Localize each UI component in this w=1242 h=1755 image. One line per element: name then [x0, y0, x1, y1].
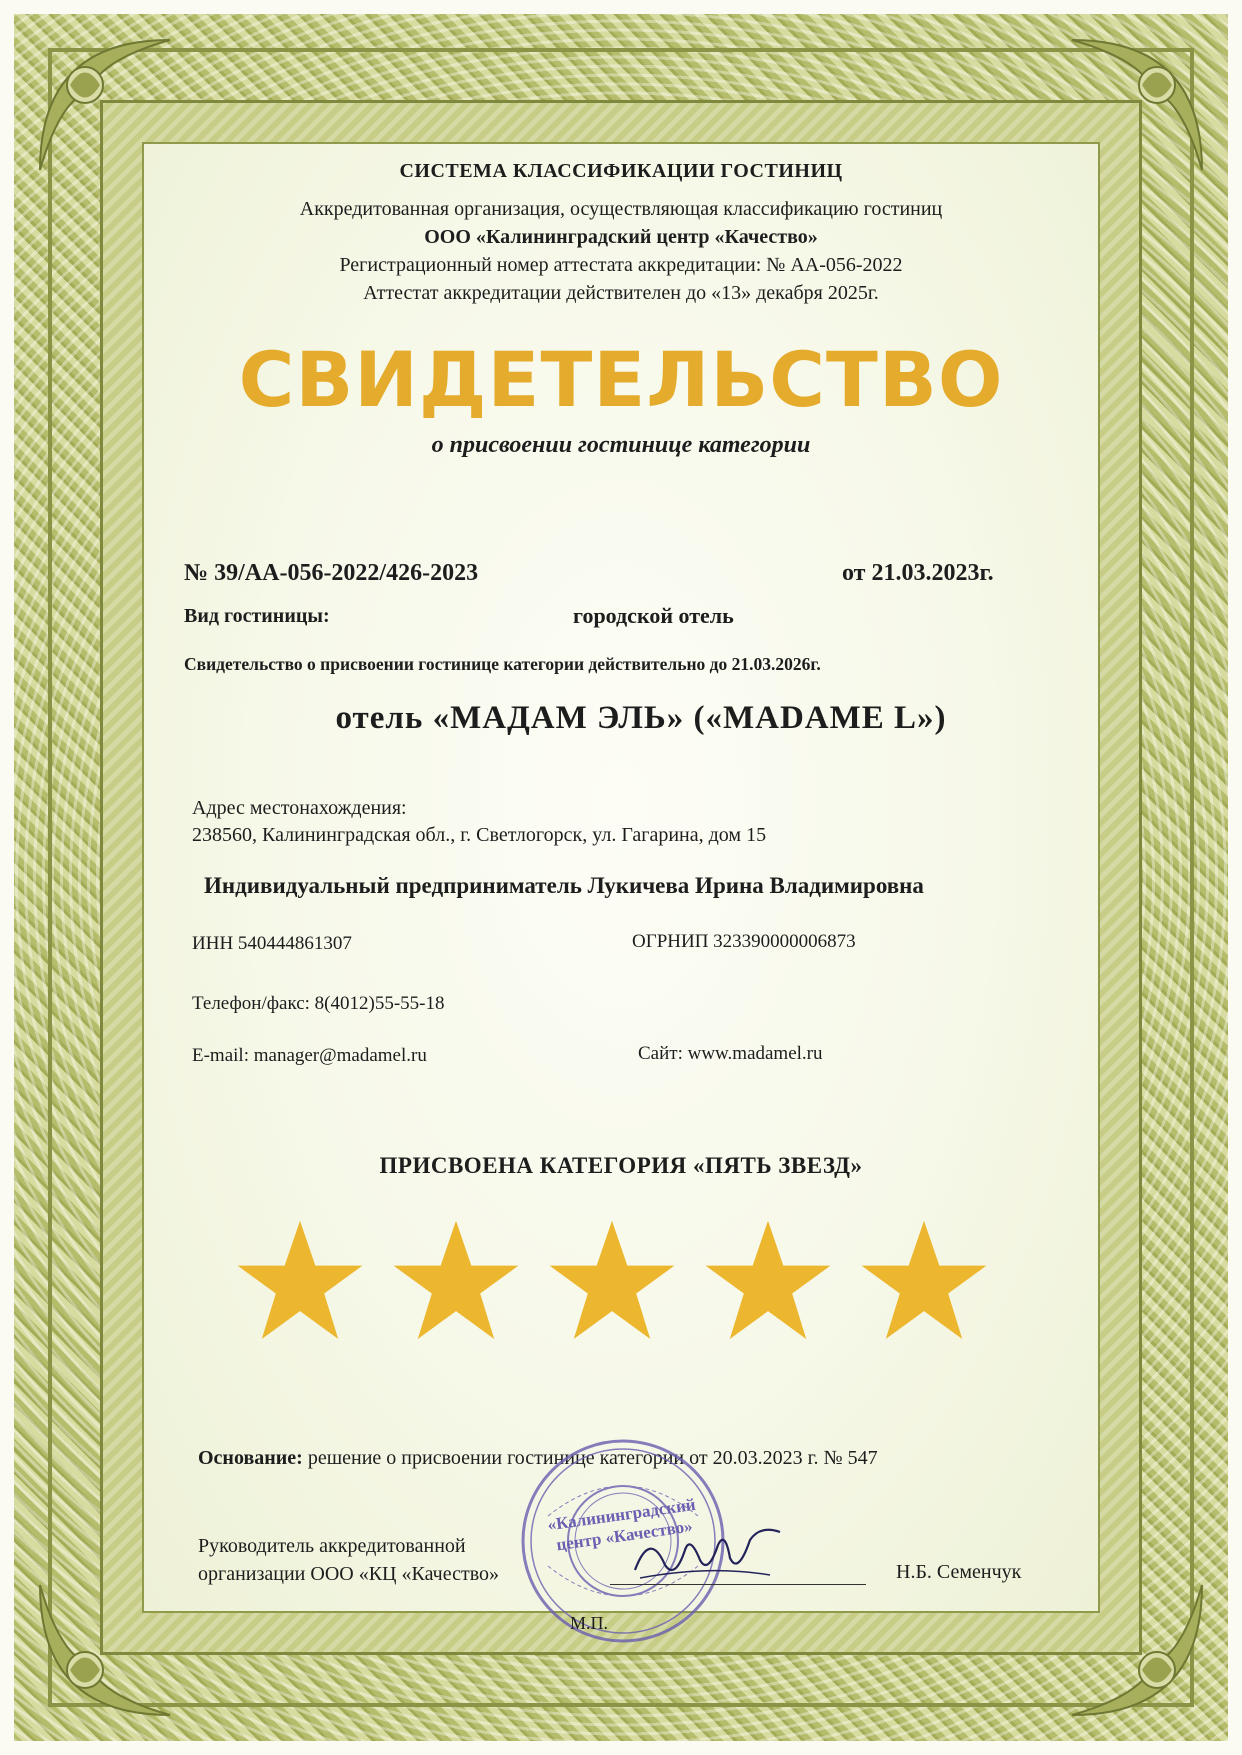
owner-name: Индивидуальный предприниматель Лукичева Ирина Владимировна: [204, 873, 924, 898]
address-label: Адрес местонахождения:: [192, 797, 407, 819]
certificate-validity: Свидетельство о присвоении гостинице категории действительно до 21.03.2026г.: [184, 654, 821, 674]
email: E-mail: manager@madamel.ru: [192, 1045, 427, 1066]
inn: ИНН 540444861307: [192, 933, 352, 954]
org-name: ООО «Калининградский центр «Качество»: [424, 226, 818, 248]
address-value: 238560, Калининградская обл., г. Светлогорск, ул. Гагарина, дом 15: [192, 824, 767, 846]
stamp-text: «Калининградский центр «Качество»: [546, 1494, 697, 1555]
certificate-date: от 21.03.2023г.: [842, 560, 994, 586]
signature: [630, 1520, 790, 1590]
certificate-title: СВИДЕТЕЛЬСТВО: [238, 335, 1004, 424]
head-title-line2: организации ООО «КЦ «Качество»: [198, 1563, 499, 1585]
certificate-subtitle: о присвоении гостинице категории: [431, 432, 811, 458]
website: Сайт: www.madamel.ru: [638, 1043, 823, 1064]
star-icon: [703, 1218, 833, 1343]
head-title-line1: Руководитель аккредитованной: [198, 1535, 466, 1557]
basis-text: решение о присвоении гостинице категории от 20.03.2023 г. № 547: [307, 1447, 878, 1469]
star-icon: [391, 1218, 521, 1343]
signer-name: Н.Б. Семенчук: [896, 1561, 1022, 1583]
star-icon: [859, 1218, 989, 1343]
system-title: СИСТЕМА КЛАССИФИКАЦИИ ГОСТИНИЦ: [399, 160, 843, 182]
ogrnip: ОГРНИП 323390000006873: [632, 931, 856, 952]
category-label: ПРИСВОЕНА КАТЕГОРИЯ «ПЯТЬ ЗВЕЗД»: [379, 1153, 863, 1178]
accreditation-validity: Аттестат аккредитации действителен до «13» декабря 2025г.: [363, 282, 879, 304]
hotel-kind-value: городской отель: [573, 603, 734, 628]
org-description: Аккредитованная организация, осуществляющая классификацию гостиниц: [299, 198, 943, 220]
stamp-place: М.П.: [570, 1613, 609, 1633]
accreditation-number: Регистрационный номер аттестата аккредитации: № АА-056-2022: [339, 254, 903, 276]
phone: Телефон/факс: 8(4012)55-55-18: [192, 993, 445, 1014]
star-icon: [235, 1218, 365, 1343]
hotel-name: отель «МАДАМ ЭЛЬ» («MADAME L»): [335, 700, 947, 736]
star-icon: [547, 1218, 677, 1343]
hotel-kind-label: Вид гостиницы:: [184, 605, 330, 627]
certificate-number: № 39/АА-056-2022/426-2023: [184, 560, 479, 586]
star-rating: [0, 1218, 1242, 1348]
basis-label: Основание:: [198, 1447, 303, 1469]
signature-line: [610, 1584, 866, 1585]
